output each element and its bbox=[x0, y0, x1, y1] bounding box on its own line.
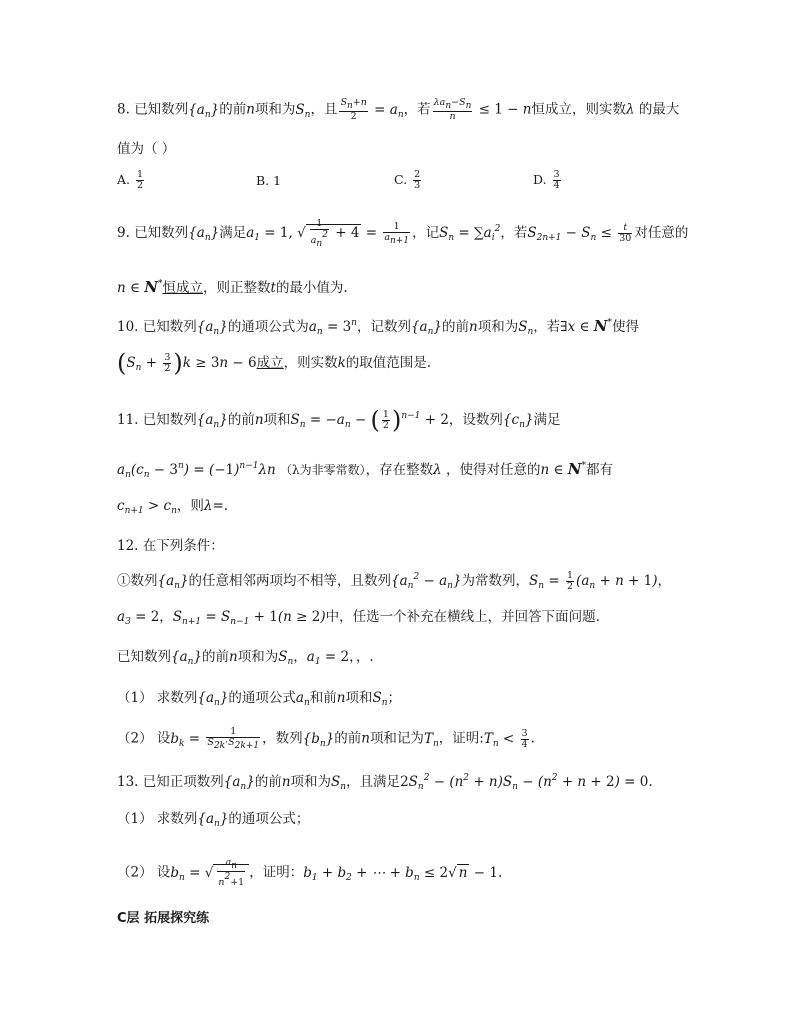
q13-part2: （2） 设$b_n$ = √ $\frac{an}{n2+1}$ ，证明：$b_1 + b_2$ + ⋯ + $b_n \le 2√$ n − 1. bbox=[117, 857, 503, 888]
q8-option-a: A. $\frac{1}{2}$ bbox=[117, 169, 144, 191]
q12-line3: $a_3 = 2$，$S_{n+1} = S_{n-1} + 1(n \ge 2)$中，任选一个补充在横线上，并回答下面问题. bbox=[117, 609, 600, 627]
q12-part2: （2） 设$b_k$ = $\frac{1}{S2k\cdot S2k+1}$ ，数列$\{b_n\}$的前n项和记为$T_n$，证明$:T_n$ < $\frac{3}{4}$ . bbox=[117, 726, 535, 751]
q11-line3: $c_{n+1} > c_n$，则λ=. bbox=[117, 498, 229, 516]
q11-line2: $a_n(c_n - 3^n) = (-1)^{n-1}\lambda n$ （λ为非零常数），存在整数λ ，使得对任意的n ∈ N*都有 bbox=[117, 460, 614, 480]
q11-line1: 11. 已知数列$\{a_n\}$的前n项和$S_n = -a_n$ − ( $\frac{1}{2}$ )$^{n-1}$ + 2，设数列$\{c_n\}$满足 bbox=[117, 406, 561, 434]
q13-line1: 13. 已知正项数列$\{a_n\}$的前n项和为$S_n$，且满足$2S_n^2 - (n^2 + n)S_n - (n^2 + n + 2) = 0$. bbox=[117, 773, 653, 792]
q13-part1: （1） 求数列$\{a_n\}$的通项公式； bbox=[117, 811, 310, 829]
q8-option-b: B. 1 bbox=[256, 173, 282, 188]
q8-line1: 8. 已知数列$\{a_n\}$的前n项和为$S_n$，且 $\frac{Sn+n}{2}$ = $a_n$，若 $\frac{\text{λan−Sn}}{n}$ ≤ 1 − n恒成立，则实数λ 的最大 bbox=[117, 97, 680, 122]
q8-line2: 值为（ ） bbox=[117, 141, 176, 157]
q12-part1: （1） 求数列$\{a_n\}$的通项公式$a_n$和前n项和$S_n$； bbox=[117, 690, 402, 708]
section-c-heading: C层 拓展探究练 bbox=[117, 911, 210, 926]
q8-option-d: D. $\frac{3}{4}$ bbox=[533, 169, 560, 191]
q12-line4: 已知数列$\{a_n\}$的前n项和为$S_n$，$a_1 = 2$，，. bbox=[117, 649, 374, 667]
q10-line1: 10. 已知数列$\{a_n\}$的通项公式为$a_n = 3^n$，记数列$\{a_n\}$的前n项和为$S_n$，若∃x ∈ N*使得 bbox=[117, 317, 639, 337]
q9-line1: 9. 已知数列$\{a_n\}$满足$a_1 = 1$, √ $\frac{1}{an2}$ + 4 = $\frac{1}{an+1}$ ，记$S_n = \sum a_i^2$，若$S_{2n+1} - S_n$ ≤ $\frac{t}{30}$ 对任意的 bbox=[117, 217, 689, 249]
q12-line2: ①数列$\{a_n\}$的任意相邻两项均不相等，且数列$\{a_n^2 - a_n\}$为常数列，$S_n$ = $\frac{1}{2}$ $(a_n + n + 1)$， bbox=[117, 570, 672, 592]
q8-option-c: C. $\frac{2}{3}$ bbox=[394, 169, 421, 191]
q12-title: 12. 在下列条件： bbox=[117, 538, 224, 554]
q10-line2: ($S_n$ + $\frac{3}{2}$ )k ≥ 3n − 6成立，则实数k的取值范围是. bbox=[117, 349, 432, 377]
q9-line2: n ∈ N*恒成立，则正整数t的最小值为. bbox=[117, 278, 348, 296]
